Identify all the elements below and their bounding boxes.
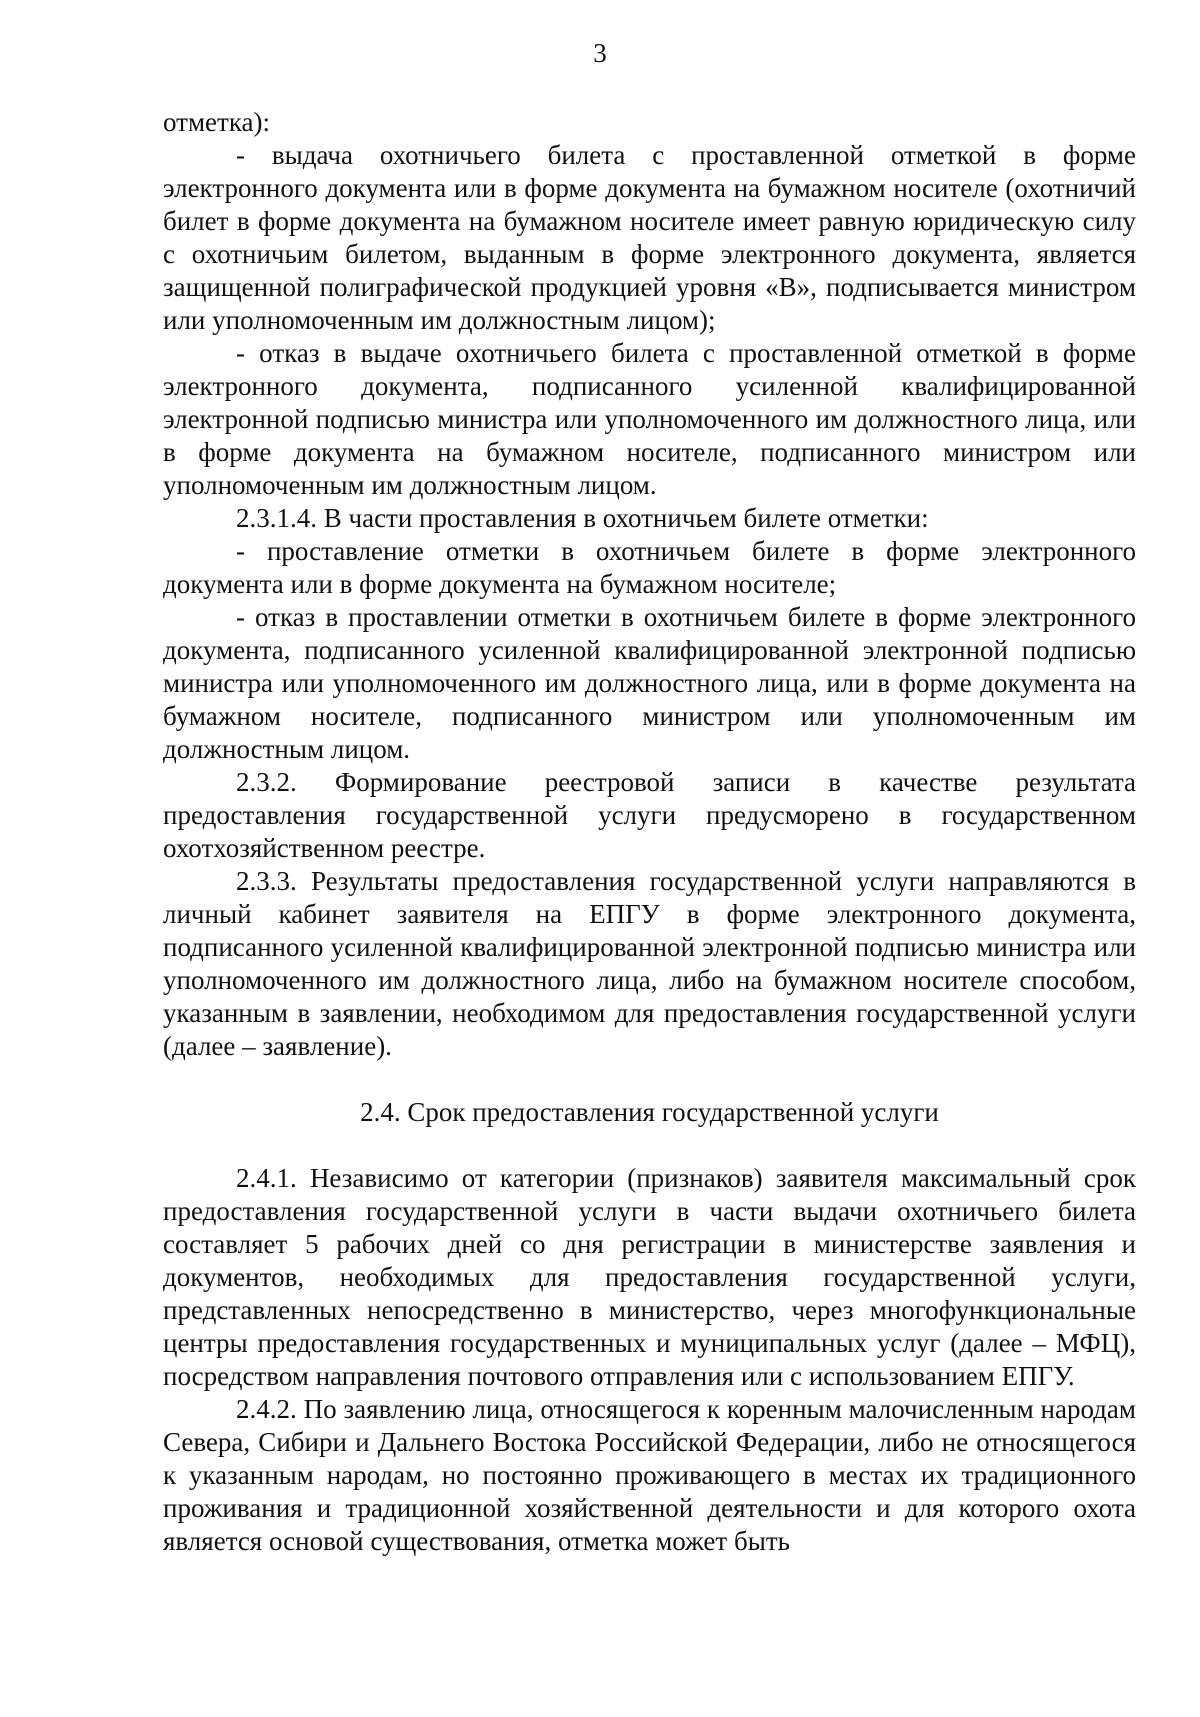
paragraph: - выдача охотничьего билета с проставленной отметкой в форме электронного документа или в форме документа на бумажном носителе (охотничий билет в форме документа на бумажном носителе имеет равную юридическую силу с охотничьим билетом, выданным в форме электронного документа, является защищенной полиграфической продукцией уровня «В», подписывается министром или уполномоченным им должностным лицом); bbox=[163, 140, 1136, 335]
paragraph: отметка): bbox=[163, 107, 270, 137]
paragraph: - проставление отметки в охотничьем билете в форме электронного документа или в форме документа на бумажном носителе; bbox=[163, 536, 1136, 599]
section-heading: 2.4. Срок предоставления государственной услуги bbox=[360, 1097, 939, 1127]
paragraph: 2.3.1.4. В части проставления в охотничьем билете отметки: bbox=[236, 503, 929, 533]
paragraph: - отказ в выдаче охотничьего билета с проставленной отметкой в форме электронного документа, подписанного усиленной квалифицированной электронной подписью министра или уполномоченного им должностного лица, или в форме документа на бумажном носителе, подписанного министром или уполномоченным им должностным лицом. bbox=[163, 338, 1136, 500]
paragraph: 2.3.3. Результаты предоставления государственной услуги направляются в личный кабинет заявителя на ЕПГУ в форме электронного документа, подписанного усиленной квалифицированной электронной подписью министра или уполномоченного им должностного лица, либо на бумажном носителе способом, указанным в заявлении, необходимом для предоставления государственной услуги (далее – заявление). bbox=[163, 866, 1136, 1061]
paragraph: - отказ в проставлении отметки в охотничьем билете в форме электронного документа, подписанного усиленной квалифицированной электронной подписью министра или уполномоченного им должностного лица, или в форме документа на бумажном носителе, подписанного министром или уполномоченным им должностным лицом. bbox=[163, 602, 1136, 764]
page-number: 3 bbox=[593, 38, 607, 68]
document-body bbox=[163, 106, 1136, 1558]
paragraph: 2.4.1. Независимо от категории (признаков) заявителя максимальный срок предоставления государственной услуги в части выдачи охотничьего билета составляет 5 рабочих дней со дня регистрации в министерстве заявления и документов, необходимых для предоставления государственной услуги, представленных непосредственно в министерство, через многофункциональные центры предоставления государственных и муниципальных услуг (далее – МФЦ), посредством направления почтового отправления или с использованием ЕПГУ. bbox=[163, 1163, 1136, 1391]
paragraph: 2.4.2. По заявлению лица, относящегося к коренным малочисленным народам Севера, Сибири и Дальнего Востока Российской Федерации, либо не относящегося к указанным народам, но постоянно проживающего в местах их традиционного проживания и традиционной хозяйственной деятельности и для которого охота является основой существования, отметка может быть bbox=[163, 1394, 1136, 1556]
paragraph: 2.3.2. Формирование реестровой записи в качестве результата предоставления государственной услуги предусморено в государственном охотхозяйственном реестре. bbox=[163, 767, 1136, 863]
